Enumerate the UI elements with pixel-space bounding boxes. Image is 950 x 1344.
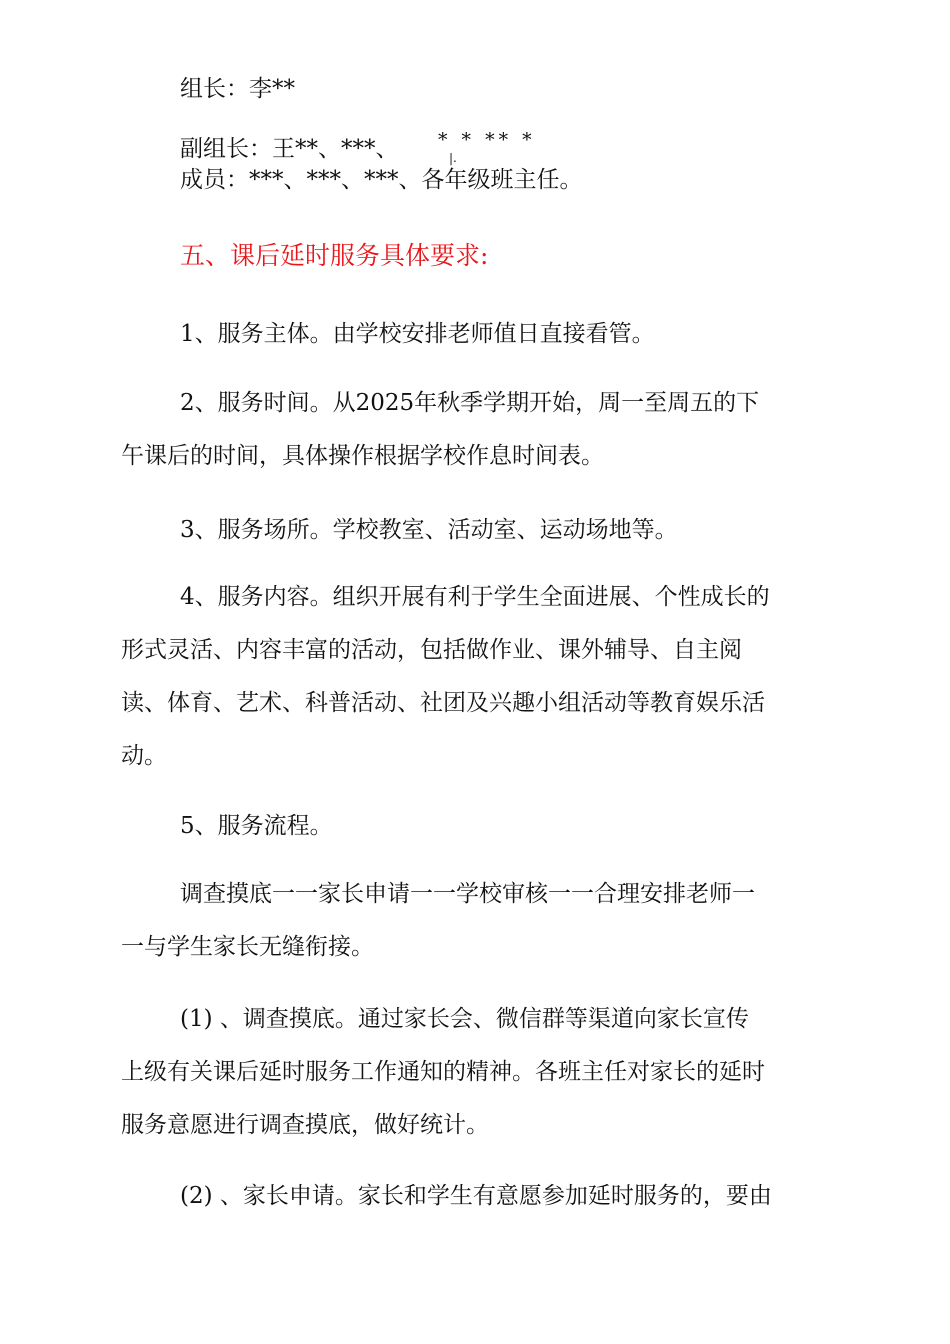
vice-leader-stars: * * ** * [438,129,536,151]
step-1-line-3: 服务意愿进行调查摸底，做好统计。 [121,1112,489,1138]
section-heading: 五、课后延时服务具体要求: [180,241,489,270]
item-3: 3、服务场所。学校教室、活动室、运动场地等。 [180,517,678,543]
vice-leader-line: 副组长：王**、***、 [180,136,399,162]
item-5: 5、服务流程。 [180,813,333,839]
members-line: 成员：***、***、***、各年级班主任。 [180,167,583,193]
item-1: 1、服务主体。由学校安排老师值日直接看管。 [180,321,655,347]
item-4-line-4: 动。 [121,743,167,769]
item-2-line-2: 午课后的时间，具体操作根据学校作息时间表。 [121,443,604,469]
item-4-line-1: 4、服务内容。组织开展有利于学生全面进展、个性成长的 [180,584,770,610]
step-1-line-2: 上级有关课后延时服务工作通知的精神。各班主任对家长的延时 [121,1059,765,1085]
item-4-line-2: 形式灵活、内容丰富的活动，包括做作业、课外辅导、自主阅 [121,637,742,663]
vice-leader-mark: |. [449,151,457,165]
flow-line-2: 一与学生家长无缝衔接。 [121,934,374,960]
flow-line-1: 调查摸底一一家长申请一一学校审核一一合理安排老师一 [180,881,755,907]
item-4-line-3: 读、体育、艺术、科普活动、社团及兴趣小组活动等教育娱乐活 [121,690,765,716]
step-2-line-1: (2) 、家长申请。家长和学生有意愿参加延时服务的，要由 [180,1183,772,1209]
item-2-line-1: 2、服务时间。从2025年秋季学期开始，周一至周五的下 [180,390,760,416]
leader-line: 组长：李** [180,76,295,102]
step-1-line-1: (1) 、调查摸底。通过家长会、微信群等渠道向家长宣传 [180,1006,749,1032]
